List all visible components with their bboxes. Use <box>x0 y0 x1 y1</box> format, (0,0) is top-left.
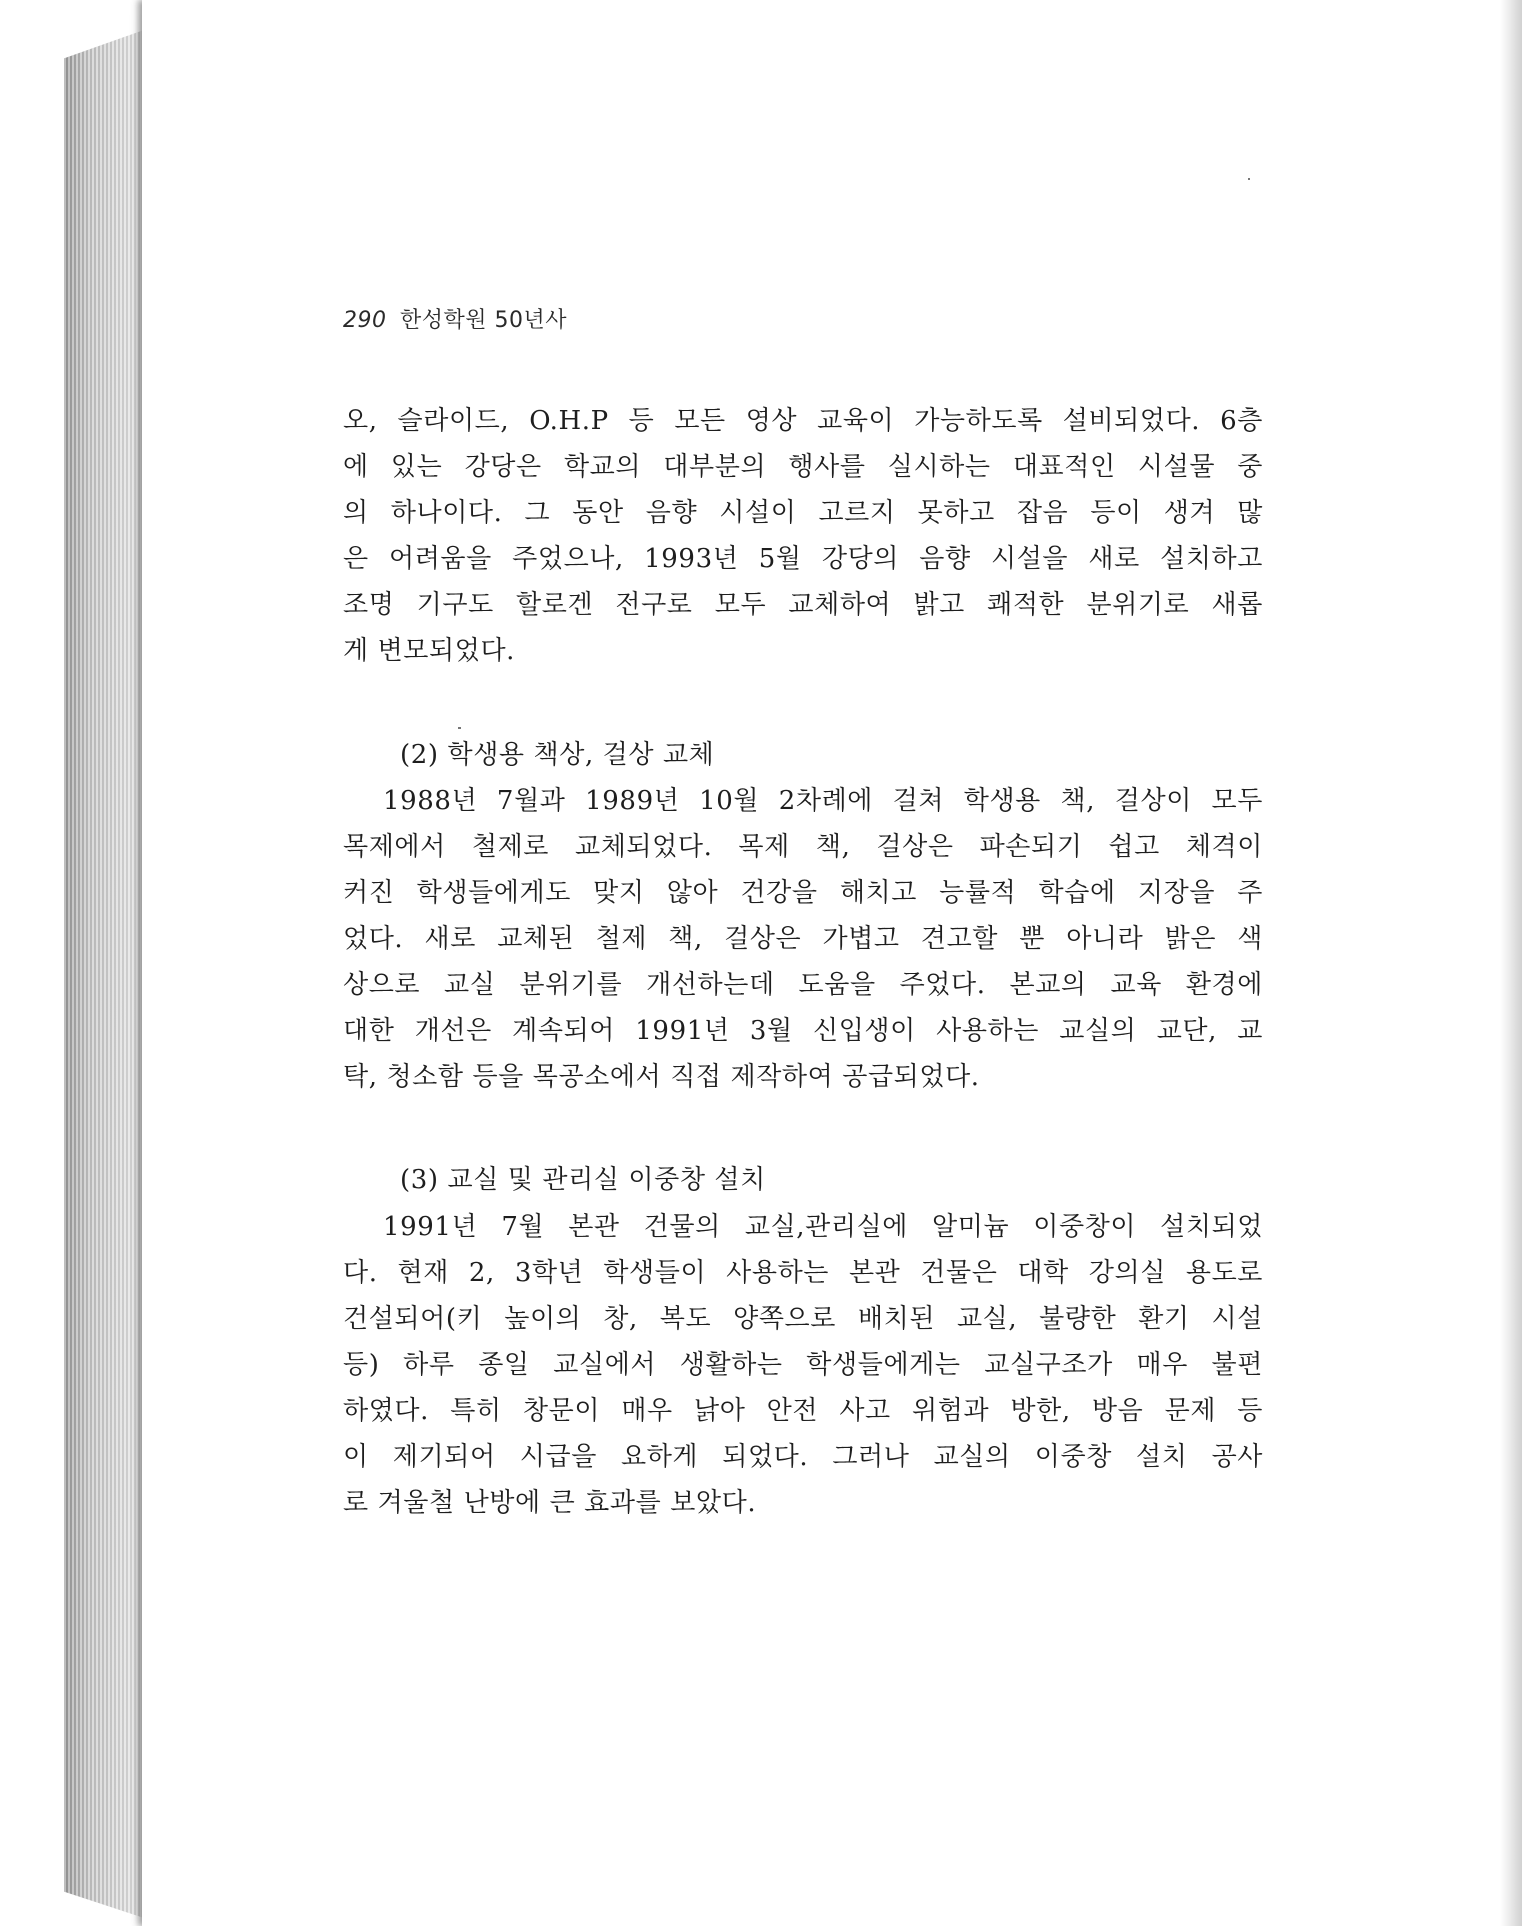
text-line: 탁, 청소함 등을 목공소에서 직접 제작하여 공급되었다. <box>343 1062 980 1092</box>
text-line: 1988년 7월과 1989년 10월 2차례에 걸쳐 학생용 책, 걸상이 모두 <box>383 786 1263 816</box>
text-line: 은 어려움을 주었으나, 1993년 5월 강당의 음향 시설을 새로 설치하고 <box>343 544 1263 574</box>
text-line: 건설되어(키 높이의 창, 복도 양쪽으로 배치된 교실, 불량한 환기 시설 <box>343 1304 1263 1334</box>
text-line: 목제에서 철제로 교체되었다. 목제 책, 걸상은 파손되기 쉽고 체격이 <box>343 832 1263 862</box>
text-line: 상으로 교실 분위기를 개선하는데 도움을 주었다. 본교의 교육 환경에 <box>343 970 1263 1000</box>
text-line: 대한 개선은 계속되어 1991년 3월 신입생이 사용하는 교실의 교단, 교 <box>343 1016 1263 1046</box>
section-3-heading: (3) 교실 및 관리실 이중창 설치 <box>400 1165 766 1195</box>
text-line: 조명 기구도 할로겐 전구로 모두 교체하여 밝고 쾌적한 분위기로 새롭 <box>343 590 1263 620</box>
text-line: 등) 하루 종일 교실에서 생활하는 학생들에게는 교실구조가 매우 불편 <box>343 1350 1263 1380</box>
text-line: 이 제기되어 시급을 요하게 되었다. 그러나 교실의 이중창 설치 공사 <box>343 1442 1263 1472</box>
text-line: 커진 학생들에게도 맞지 않아 건강을 해치고 능률적 학습에 지장을 주 <box>343 878 1263 908</box>
text-line: 오, 슬라이드, O.H.P 등 모든 영상 교육이 가능하도록 설비되었다. 6층 <box>343 406 1263 436</box>
scan-speck <box>1248 178 1250 180</box>
text-line: 로 겨울철 난방에 큰 효과를 보았다. <box>343 1488 757 1518</box>
text-line: 에 있는 강당은 학교의 대부분의 행사를 실시하는 대표적인 시설물 중 <box>343 452 1263 482</box>
scan-speck <box>458 727 461 729</box>
paragraph-1 <box>343 398 1263 674</box>
text-line: 게 변모되었다. <box>343 636 516 666</box>
section-2-heading: (2) 학생용 책상, 걸상 교체 <box>400 740 715 770</box>
running-head <box>343 303 567 334</box>
text-line: 1991년 7월 본관 건물의 교실,관리실에 알미늄 이중창이 설치되었 <box>383 1212 1263 1242</box>
page-edge-shadow <box>1500 0 1522 1926</box>
section-2-body <box>343 778 1263 1100</box>
book-title: 한성학원 50년사 <box>400 308 567 333</box>
text-line: 다. 현재 2, 3학년 학생들이 사용하는 본관 건물은 대학 강의실 용도로 <box>343 1258 1263 1288</box>
text-line: 었다. 새로 교체된 철제 책, 걸상은 가볍고 견고할 뿐 아니라 밝은 색 <box>343 924 1263 954</box>
text-line: 하였다. 특히 창문이 매우 낡아 안전 사고 위험과 방한, 방음 문제 등 <box>343 1396 1263 1426</box>
page-stack-edges <box>64 30 144 1918</box>
text-line: 의 하나이다. 그 동안 음향 시설이 고르지 못하고 잡음 등이 생겨 많 <box>343 498 1263 528</box>
section-3-body <box>343 1204 1263 1526</box>
page-number: 290 <box>343 308 387 333</box>
